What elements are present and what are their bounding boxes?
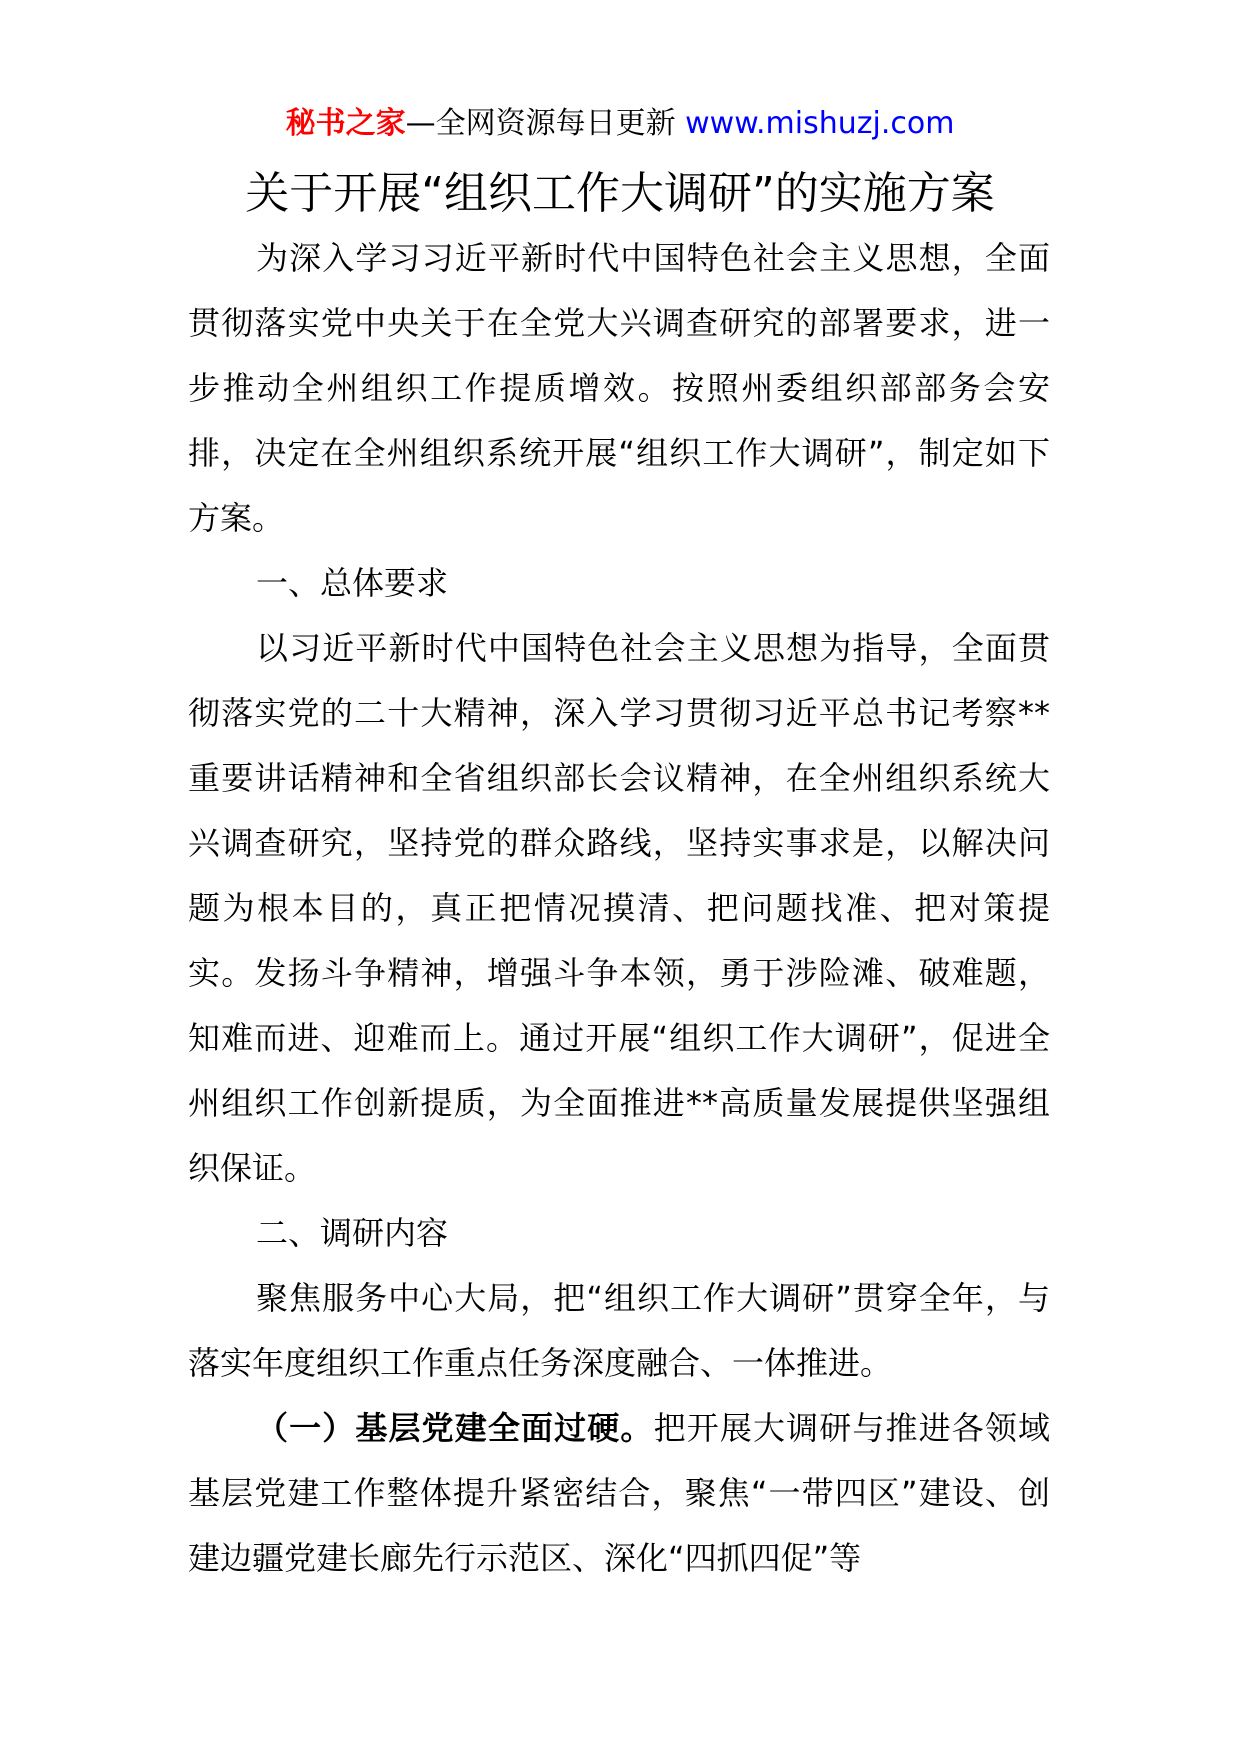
item-1-paragraph <box>188 1396 1050 1591</box>
section-heading-1: 一、总体要求 <box>256 564 449 602</box>
section-1-paragraph: 以习近平新时代中国特色社会主义思想为指导，全面贯彻落实党的二十大精神，深入学习贯彻习近平总书记考察**重要讲话精神和全省组织部长会议精神，在全州组织系统大兴调查研究，坚持党的群众路线，坚持实事求是，以解决问题为根本目的，真正把情况摸清、把问题找准、把对策提实。发扬斗争精神，增强斗争本领，勇于涉险滩、破难题，知难而进、迎难而上。通过开展“组织工作大调研”，促进全州组织工作创新提质，为全面推进**高质量发展提供坚强组织保证。 <box>188 629 1050 1187</box>
site-url[interactable]: www.mishuzj.com <box>685 106 955 141</box>
brand-name: 秘书之家 <box>285 106 406 141</box>
section-2-paragraph: 聚焦服务中心大局，把“组织工作大调研”贯穿全年，与落实年度组织工作重点任务深度融合、一体推进。 <box>188 1279 1050 1382</box>
item-1-text: 把开展大调研与推进各领域基层党建工作整体提升紧密结合，聚焦“一带四区”建设、创建边疆党建长廊先行示范区、深化“四抓四促”等 <box>188 1409 1050 1577</box>
watermark-header <box>0 102 1240 146</box>
document-title: 关于开展“组织工作大调研”的实施方案 <box>245 168 995 219</box>
document-body <box>188 226 1050 1591</box>
item-1-lead: （一）基层党建全面过硬。 <box>256 1409 654 1447</box>
header-slogan: —全网资源每日更新 <box>405 106 676 141</box>
section-heading-2: 二、调研内容 <box>256 1214 449 1252</box>
intro-paragraph: 为深入学习习近平新时代中国特色社会主义思想，全面贯彻落实党中央关于在全党大兴调查研究的部署要求，进一步推动全州组织工作提质增效。按照州委组织部部务会安排，决定在全州组织系统开展“组织工作大调研”，制定如下方案。 <box>188 239 1050 537</box>
